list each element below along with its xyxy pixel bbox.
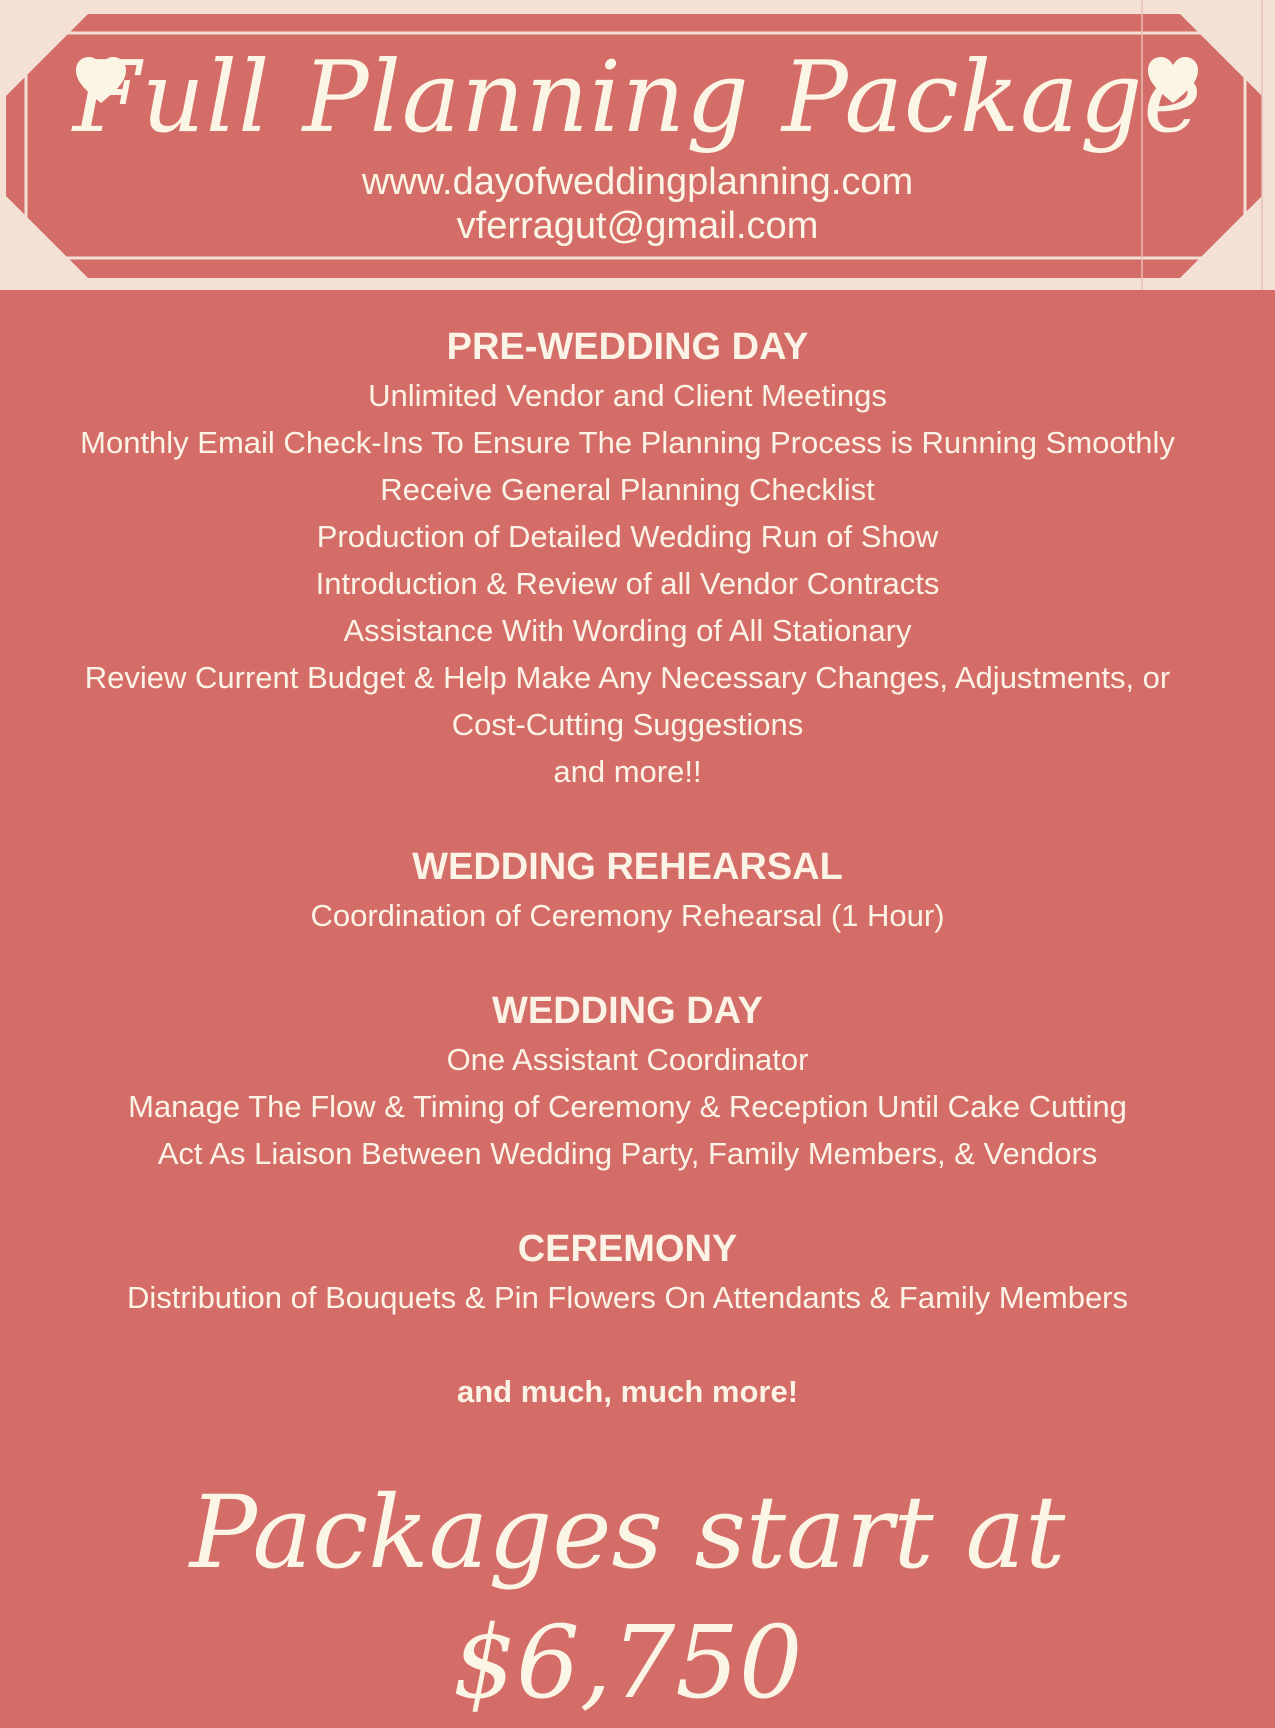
list-item: Manage The Flow & Timing of Ceremony & Reception Until Cake Cutting bbox=[128, 1089, 1127, 1124]
section-heading-rehearsal: WEDDING REHEARSAL bbox=[412, 846, 843, 888]
page-title: Full Planning Package bbox=[72, 41, 1203, 155]
list-item: Coordination of Ceremony Rehearsal (1 Hour) bbox=[310, 898, 945, 933]
list-item: Cost-Cutting Suggestions bbox=[451, 707, 804, 742]
list-item: Assistance With Wording of All Stationary bbox=[343, 613, 912, 648]
list-item: Receive General Planning Checklist bbox=[380, 472, 875, 507]
list-item: Unlimited Vendor and Client Meetings bbox=[368, 378, 887, 413]
list-item: Production of Detailed Wedding Run of Show bbox=[316, 519, 939, 554]
list-item: One Assistant Coordinator bbox=[446, 1042, 809, 1077]
list-item: and more!! bbox=[553, 754, 702, 789]
list-item: Monthly Email Check-Ins To Ensure The Planning Process is Running Smoothly bbox=[80, 425, 1175, 460]
section-heading-ceremony: CEREMONY bbox=[517, 1228, 738, 1270]
list-item: Review Current Budget & Help Make Any Necessary Changes, Adjustments, or bbox=[84, 660, 1171, 695]
package-details bbox=[0, 322, 1255, 1415]
list-item: Act As Liaison Between Wedding Party, Family Members, & Vendors bbox=[157, 1136, 1098, 1171]
list-item: Distribution of Bouquets & Pin Flowers On Attendants & Family Members bbox=[126, 1280, 1129, 1315]
website-link[interactable]: www.dayofweddingplanning.com bbox=[361, 161, 914, 203]
price-statement: Packages start at $6,750 bbox=[189, 1474, 1066, 1721]
email-link[interactable]: vferragut@gmail.com bbox=[456, 205, 819, 247]
section-heading-wedding-day: WEDDING DAY bbox=[492, 990, 763, 1032]
list-item: Introduction & Review of all Vendor Contracts bbox=[315, 566, 940, 601]
closing-note: and much, much more! bbox=[456, 1374, 799, 1409]
section-heading-pre-wedding: PRE-WEDDING DAY bbox=[446, 326, 809, 368]
